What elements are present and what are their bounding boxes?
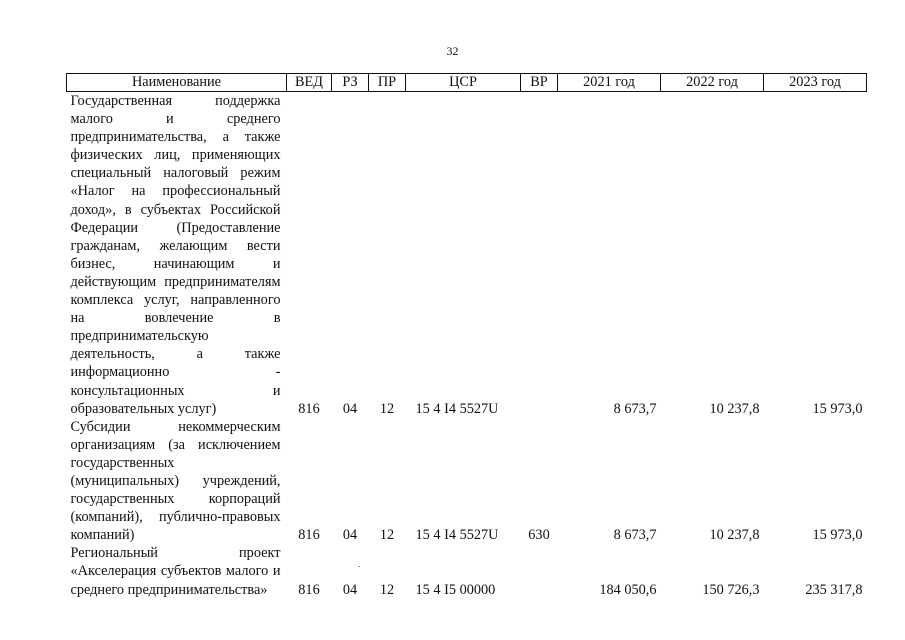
row-2021: 184 050,6 bbox=[599, 581, 657, 598]
table-row bbox=[67, 92, 867, 418]
header-rz: РЗ bbox=[332, 74, 369, 92]
table-row bbox=[67, 544, 867, 598]
table-row bbox=[67, 418, 867, 545]
row-ved: 816 bbox=[298, 400, 320, 417]
header-ved: ВЕД bbox=[287, 74, 332, 92]
row-pr: 12 bbox=[379, 581, 395, 598]
header-name: Наименование bbox=[67, 74, 287, 92]
row-vr bbox=[521, 92, 558, 418]
row-pr: 12 bbox=[379, 400, 395, 417]
row-2023: 15 973,0 bbox=[812, 400, 863, 417]
budget-table bbox=[66, 73, 867, 599]
row-2023: 235 317,8 bbox=[805, 581, 863, 598]
header-vr: ВР bbox=[521, 74, 558, 92]
row-name: Субсидии некоммерческим организациям (за исключением государственных (муниципальных) учреждений, государственных корпораций (компаний), публично-правовых компаний) bbox=[70, 418, 281, 544]
row-rz: 04 bbox=[342, 527, 358, 544]
row-2023: 15 973,0 bbox=[812, 527, 863, 544]
row-ved: 816 bbox=[298, 581, 320, 598]
row-name: Региональный проект «Акселерация субъектов малого и среднего предпринимательства» bbox=[70, 545, 281, 598]
row-vr bbox=[521, 544, 558, 598]
page-number: 32 bbox=[446, 44, 459, 58]
header-2021: 2021 год bbox=[558, 74, 661, 92]
scan-speck bbox=[358, 566, 360, 567]
row-csr: 15 4 I5 00000 bbox=[415, 581, 496, 598]
row-ved: 816 bbox=[298, 527, 320, 544]
header-csr: ЦСР bbox=[406, 74, 521, 92]
row-rz: 04 bbox=[342, 400, 358, 417]
row-2022: 150 726,3 bbox=[702, 581, 760, 598]
row-csr: 15 4 I4 5527U bbox=[415, 400, 499, 417]
header-2022: 2022 год bbox=[661, 74, 764, 92]
row-csr: 15 4 I4 5527U bbox=[415, 527, 499, 544]
row-2021: 8 673,7 bbox=[613, 527, 657, 544]
row-2022: 10 237,8 bbox=[709, 527, 760, 544]
header-2023: 2023 год bbox=[764, 74, 867, 92]
row-rz: 04 bbox=[342, 581, 358, 598]
table-header-row bbox=[67, 74, 867, 92]
header-pr: ПР bbox=[369, 74, 406, 92]
row-name: Государственная поддержка малого и среднего предпринимательства, а также физических лиц, применяющих специальный налоговый режим «Налог на профессиональный доход», в субъектах Российской Федерации (Предоставление гражданам, желающим вести бизнес, начинающим и действующим предпринимателям комплекса услуг, направленного на вовлечение в предпринимательскую деятельность, а также информационно - консультационных и образовательных услуг) bbox=[70, 93, 281, 417]
row-2021: 8 673,7 bbox=[613, 400, 657, 417]
row-pr: 12 bbox=[379, 527, 395, 544]
row-2022: 10 237,8 bbox=[709, 400, 760, 417]
row-vr: 630 bbox=[528, 527, 550, 544]
